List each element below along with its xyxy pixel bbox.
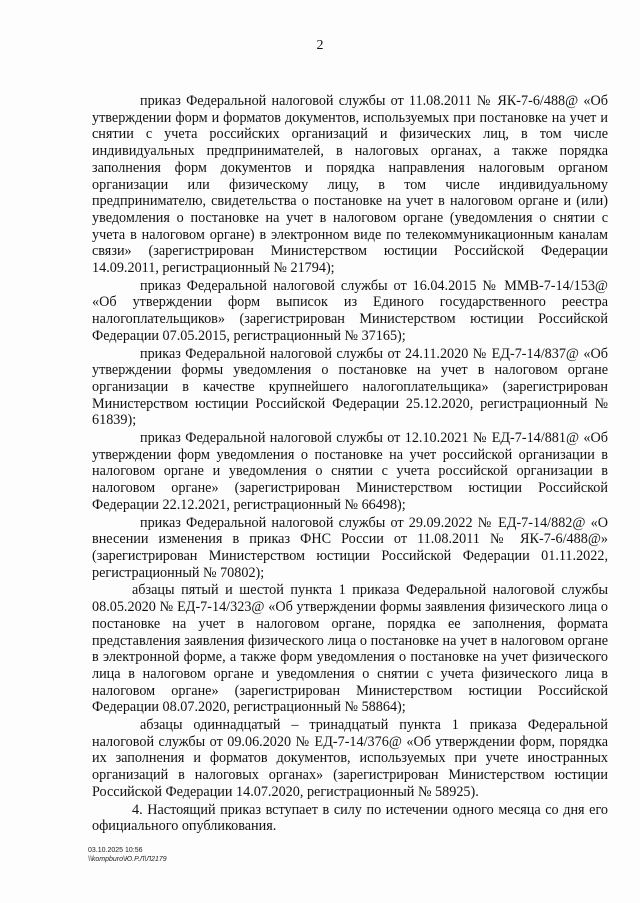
paragraph-order-882: приказ Федеральной налоговой службы от 29.09.2022 № ЕД-7-14/882@ «О внесении изменения в приказ ФНС России от 11.08.2011 № ЯК-7-6/488@» (зарегистрирован Министерством юстиции Российской Федерации 01.11.2022, регистрационный № 70802); — [92, 514, 608, 581]
paragraph-order-376: абзацы одиннадцатый – тринадцатый пункта 1 приказа Федеральной налоговой службы от 09.06.2020 № ЕД-7-14/376@ «Об утверждении форм, порядка их заполнения и форматов документов, используемых при учете иностранных организаций в налоговых органах» (зарегистрирован Министерством юстиции Российской Федерации 14.07.2020, регистрационный № 58925). — [92, 717, 608, 800]
paragraph-order-153: приказ Федеральной налоговой службы от 16.04.2015 № ММВ-7-14/153@ «Об утверждении форм выписок из Единого государственного реестра налогоплательщиков» (зарегистрирован Министерством юстиции Российской Федерации 07.05.2015, регистрационный № 37165); — [92, 277, 608, 344]
paragraph-order-837: приказ Федеральной налоговой службы от 24.11.2020 № ЕД-7-14/837@ «Об утверждении формы уведомления о постановке на учет в налоговом органе организации в качестве крупнейшего налогоплательщика» (зарегистрирован Министерством юстиции Российской Федерации 25.12.2020, регистрационный № 61839); — [92, 345, 608, 429]
paragraph-order-881: приказ Федеральной налоговой службы от 12.10.2021 № ЕД-7-14/881@ «Об утверждении форм уведомления о постановке на учет российской организации в налоговом органе и уведомления о снятии с учета российской организации в налоговом органе» (зарегистрирован Министерством юстиции Российской Федерации 22.12.2021, регистрационный № 66498); — [92, 430, 608, 513]
document-footer — [88, 846, 167, 864]
footer-file-path: \\kompburo\Ю.Р.Л\Л2179 — [88, 856, 167, 863]
page-number: 2 — [316, 38, 324, 53]
footer-timestamp: 03.10.2025 10:56 — [88, 847, 143, 854]
paragraph-order-323: абзацы пятый и шестой пункта 1 приказа Федеральной налоговой службы 08.05.2020 № ЕД-7-14/323@ «Об утверждении формы заявления физического лица о постановке на учет в налоговом органе, порядка ее заполнения, формата представления заявления физического лица о постановке на учет в налоговом органе в электронной форме, а также форм уведомления о постановке на учет физического лица в налоговом органе и уведомления о снятии с учета физического лица в налоговом органе» (зарегистрирован Министерством юстиции Российской Федерации 08.07.2020, регистрационный № 58864); — [92, 582, 608, 716]
paragraph-effective-date: 4. Настоящий приказ вступает в силу по истечении одного месяца со дня его официального опубликования. — [92, 801, 608, 835]
paragraph-order-488: приказ Федеральной налоговой службы от 11.08.2011 № ЯК-7-6/488@ «Об утверждении форм и форматов документов, используемых при постановке на учет и снятии с учета российских организаций и физических лиц, в том числе индивидуальных предпринимателей, в налоговых органах, а также порядка заполнения форм документов и порядка направления налоговым органом организации или физическому лицу, в том числе индивидуальному предпринимателю, свидетельства о постановке на учет в налоговом органе и (или) уведомления о постановке на учет в налоговом органе (уведомления о снятии с учета в налоговом органе) в электронном виде по телекоммуникационным каналам связи» (зарегистрирован Министерством юстиции Российской Федерации 14.09.2011, регистрационный № 21794); — [92, 93, 608, 277]
document-body — [92, 93, 608, 836]
